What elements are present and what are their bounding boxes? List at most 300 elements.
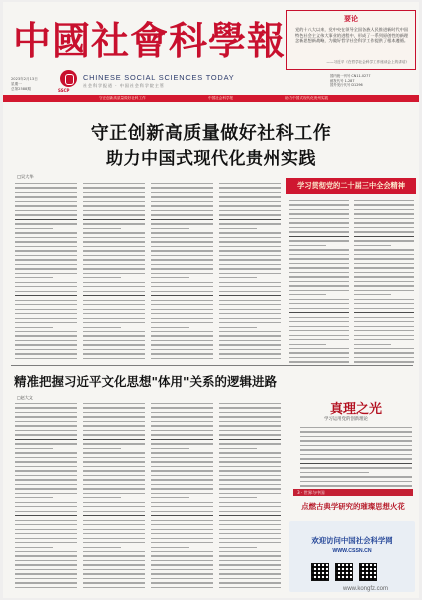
text-line: [354, 240, 414, 241]
text-line: [151, 340, 213, 341]
text-line: [15, 340, 77, 341]
text-line: [83, 416, 145, 417]
text-line: [354, 222, 414, 223]
text-line: [151, 582, 213, 583]
text-line: [289, 204, 349, 205]
article-column: [300, 427, 412, 490]
text-line: [83, 277, 121, 278]
text-line: [219, 264, 281, 265]
text-line: [219, 318, 281, 319]
text-line: [354, 200, 414, 201]
text-line: [219, 210, 281, 211]
text-line: [15, 488, 77, 489]
truth-light-title: 真理之光: [330, 402, 383, 417]
main-headline-line1: 守正创新高质量做好社科工作: [90, 123, 332, 144]
text-line: [289, 312, 349, 313]
text-line: [15, 412, 77, 413]
text-line: [151, 268, 213, 269]
text-line: [15, 551, 77, 552]
text-line: [219, 434, 281, 435]
text-line: [15, 309, 77, 310]
text-line: [83, 273, 145, 274]
text-line: [83, 183, 145, 184]
text-line: [151, 555, 213, 556]
text-line: [219, 331, 281, 332]
text-line: [83, 304, 145, 305]
text-line: [300, 449, 412, 450]
text-line: [289, 321, 349, 322]
second-headline: 精准把握习近平文化思想"体用"关系的逻辑进路: [13, 374, 278, 389]
text-line: [219, 344, 281, 345]
text-line: [83, 259, 145, 260]
text-line: [15, 259, 77, 260]
text-line: [219, 358, 281, 359]
text-line: [151, 259, 213, 260]
text-line: [151, 277, 189, 278]
english-title: CHINESE SOCIAL SCIENCES TODAY: [83, 73, 235, 82]
publication-code: 国内统一刊号 CN11-0277: [330, 74, 371, 78]
text-line: [83, 407, 145, 408]
text-line: [15, 223, 77, 224]
text-line: [219, 286, 281, 287]
text-line: [151, 448, 189, 449]
study-banner-text: 学习贯彻党的二十届三中全会精神: [297, 181, 405, 190]
text-line: [15, 564, 77, 565]
text-line: [219, 403, 281, 404]
text-line: [219, 205, 281, 206]
text-line: [300, 440, 412, 441]
text-line: [354, 335, 414, 336]
text-line: [219, 183, 281, 184]
text-line: [151, 255, 213, 256]
text-line: [219, 255, 281, 256]
website-ad[interactable]: [289, 521, 415, 592]
text-line: [83, 295, 145, 296]
text-line: [219, 582, 281, 583]
text-line: [83, 430, 145, 431]
text-line: [83, 475, 145, 476]
text-line: [83, 425, 145, 426]
text-line: [83, 434, 145, 435]
section-divider: [11, 365, 413, 366]
text-line: [151, 497, 189, 498]
text-line: [15, 493, 77, 494]
text-line: [83, 219, 145, 220]
issue-weekday: 星期一: [11, 81, 22, 86]
text-line: [15, 466, 77, 467]
text-line: [83, 291, 145, 292]
text-line: [151, 187, 213, 188]
text-line: [83, 205, 145, 206]
text-line: [289, 339, 349, 340]
quote-box-source: ——习近平《在哲学社会科学工作座谈会上的讲话》: [326, 60, 409, 64]
text-line: [219, 484, 281, 485]
text-line: [289, 290, 349, 291]
text-line: [219, 250, 281, 251]
text-line: [219, 214, 281, 215]
text-line: [219, 313, 281, 314]
text-line: [354, 294, 391, 295]
text-line: [219, 304, 281, 305]
text-line: [151, 587, 213, 588]
text-line: [15, 210, 77, 211]
text-line: [300, 485, 412, 486]
text-line: [354, 352, 414, 353]
text-line: [15, 291, 77, 292]
text-line: [219, 569, 281, 570]
text-line: [83, 196, 145, 197]
text-line: [15, 484, 77, 485]
text-line: [219, 196, 281, 197]
text-line: [289, 348, 349, 349]
text-line: [219, 268, 281, 269]
text-line: [151, 529, 213, 530]
text-line: [83, 448, 121, 449]
study-banner: [286, 178, 416, 194]
text-line: [219, 551, 281, 552]
text-line: [83, 488, 145, 489]
article-column: [83, 183, 145, 362]
text-line: [219, 187, 281, 188]
text-line: [151, 331, 213, 332]
text-line: [83, 241, 145, 242]
text-line: [219, 295, 281, 296]
text-line: [83, 327, 121, 328]
text-line: [83, 201, 145, 202]
text-line: [151, 416, 213, 417]
text-line: [83, 232, 145, 233]
text-line: [151, 205, 213, 206]
text-line: [219, 502, 281, 503]
text-line: [354, 249, 414, 250]
text-line: [83, 470, 145, 471]
text-line: [219, 542, 281, 543]
text-line: [151, 318, 213, 319]
text-line: [354, 290, 414, 291]
text-line: [151, 264, 213, 265]
text-line: [15, 237, 77, 238]
text-line: [151, 300, 213, 301]
text-line: [354, 321, 414, 322]
text-line: [83, 452, 145, 453]
text-line: [15, 542, 77, 543]
qr-code-icon: [359, 563, 377, 581]
text-line: [15, 587, 77, 588]
text-line: [151, 502, 213, 503]
text-line: [289, 213, 349, 214]
text-line: [219, 560, 281, 561]
text-line: [219, 515, 281, 516]
text-line: [289, 285, 349, 286]
text-line: [15, 353, 77, 354]
text-line: [151, 533, 213, 534]
text-line: [15, 183, 77, 184]
text-line: [289, 249, 349, 250]
text-line: [15, 313, 77, 314]
text-line: [83, 520, 145, 521]
text-line: [354, 276, 414, 277]
text-line: [289, 276, 349, 277]
overseas-code: 国外发行代号 D1296: [330, 83, 363, 88]
text-line: [354, 308, 414, 309]
text-line: [15, 282, 77, 283]
text-line: [15, 529, 77, 530]
text-line: [354, 218, 414, 219]
text-line: [15, 214, 77, 215]
text-line: [15, 470, 77, 471]
text-line: [15, 187, 77, 188]
text-line: [83, 349, 145, 350]
text-line: [151, 291, 213, 292]
text-line: [219, 533, 281, 534]
text-line: [83, 344, 145, 345]
text-line: [83, 582, 145, 583]
text-line: [289, 317, 349, 318]
article-column: [151, 183, 213, 362]
text-line: [289, 272, 349, 273]
text-line: [354, 213, 414, 214]
text-line: [300, 476, 412, 477]
text-line: [289, 361, 349, 362]
text-line: [151, 322, 213, 323]
text-line: [151, 309, 213, 310]
text-line: [83, 353, 145, 354]
ad-url[interactable]: WWW.CSSN.CN: [332, 548, 372, 554]
text-line: [354, 312, 414, 313]
text-line: [83, 511, 145, 512]
text-line: [151, 421, 213, 422]
text-line: [83, 479, 145, 480]
text-line: [83, 502, 145, 503]
text-line: [300, 454, 412, 455]
text-line: [151, 457, 213, 458]
text-line: [83, 515, 145, 516]
text-line: [83, 555, 145, 556]
text-line: [15, 286, 77, 287]
text-line: [219, 443, 281, 444]
text-line: [83, 443, 145, 444]
article-column: [219, 183, 281, 362]
quote-box-title: 要论: [344, 15, 358, 23]
text-line: [15, 452, 77, 453]
text-line: [83, 578, 145, 579]
text-line: [151, 475, 213, 476]
text-line: [15, 250, 77, 251]
text-line: [151, 295, 213, 296]
text-line: [354, 303, 414, 304]
text-line: [15, 497, 53, 498]
text-line: [219, 538, 281, 539]
text-line: [15, 273, 77, 274]
main-byline: □吴大华: [17, 174, 34, 179]
text-line: [354, 357, 414, 358]
text-line: [83, 421, 145, 422]
text-line: [83, 335, 145, 336]
text-line: [83, 564, 145, 565]
quote-box: [286, 10, 416, 70]
text-line: [15, 300, 77, 301]
text-line: [83, 309, 145, 310]
text-line: [83, 484, 145, 485]
band-item: 守正创新高质量做好社科工作: [99, 96, 146, 100]
text-line: [15, 533, 77, 534]
text-line: [219, 322, 281, 323]
section-tag: [293, 489, 413, 496]
text-line: [15, 502, 77, 503]
text-line: [289, 357, 349, 358]
band-item: 助力中国式现代化贵州实践: [285, 96, 329, 100]
text-line: [219, 547, 257, 548]
text-line: [151, 511, 213, 512]
text-line: [219, 309, 281, 310]
text-line: [151, 479, 213, 480]
text-line: [151, 246, 213, 247]
text-line: [151, 232, 213, 233]
text-line: [354, 236, 414, 237]
text-line: [289, 281, 349, 282]
text-line: [151, 286, 213, 287]
text-line: [83, 569, 145, 570]
text-line: [289, 263, 349, 264]
text-line: [354, 339, 414, 340]
text-line: [219, 291, 281, 292]
text-line: [83, 497, 121, 498]
text-line: [219, 457, 281, 458]
text-line: [219, 529, 281, 530]
text-line: [354, 204, 414, 205]
text-line: [151, 569, 213, 570]
text-line: [219, 246, 281, 247]
text-line: [151, 506, 213, 507]
text-line: [83, 587, 145, 588]
text-line: [300, 458, 412, 459]
text-line: [151, 210, 213, 211]
text-line: [219, 452, 281, 453]
text-line: [15, 430, 77, 431]
text-line: [300, 472, 369, 473]
text-line: [83, 439, 145, 440]
text-line: [219, 282, 281, 283]
text-line: [83, 228, 121, 229]
text-line: [83, 318, 145, 319]
text-line: [15, 349, 77, 350]
text-line: [289, 200, 349, 201]
text-line: [83, 255, 145, 256]
text-line: [354, 317, 414, 318]
text-line: [354, 245, 391, 246]
text-line: [289, 254, 349, 255]
text-line: [354, 326, 414, 327]
text-line: [151, 466, 213, 467]
text-line: [83, 493, 145, 494]
text-line: [15, 201, 77, 202]
text-line: [354, 344, 391, 345]
text-line: [151, 201, 213, 202]
text-line: [219, 564, 281, 565]
text-line: [289, 218, 349, 219]
text-line: [83, 223, 145, 224]
text-line: [83, 560, 145, 561]
text-line: [15, 246, 77, 247]
text-line: [219, 524, 281, 525]
text-line: [219, 439, 281, 440]
text-line: [15, 555, 77, 556]
text-line: [289, 308, 349, 309]
text-line: [83, 322, 145, 323]
text-line: [15, 443, 77, 444]
text-line: [289, 335, 349, 336]
text-line: [151, 515, 213, 516]
text-line: [83, 268, 145, 269]
text-line: [15, 524, 77, 525]
text-line: [219, 273, 281, 274]
text-line: [354, 263, 414, 264]
text-line: [219, 461, 281, 462]
text-line: [151, 461, 213, 462]
text-line: [219, 475, 281, 476]
text-line: [151, 313, 213, 314]
text-line: [83, 461, 145, 462]
text-line: [151, 358, 213, 359]
text-line: [354, 285, 414, 286]
cass-emblem-label: SSCP: [58, 88, 70, 93]
text-line: [300, 445, 412, 446]
text-line: [151, 335, 213, 336]
text-line: [151, 183, 213, 184]
text-line: [151, 237, 213, 238]
text-line: [219, 349, 281, 350]
text-line: [219, 353, 281, 354]
text-line: [83, 250, 145, 251]
text-line: [289, 344, 326, 345]
text-line: [15, 295, 77, 296]
text-line: [151, 573, 213, 574]
text-line: [289, 231, 349, 232]
text-line: [289, 294, 326, 295]
text-line: [151, 196, 213, 197]
text-line: [15, 277, 53, 278]
text-line: [151, 407, 213, 408]
qr-code-icon: [311, 563, 329, 581]
text-line: [289, 267, 349, 268]
text-line: [151, 430, 213, 431]
text-line: [83, 246, 145, 247]
text-line: [300, 427, 412, 428]
text-line: [15, 511, 77, 512]
text-line: [289, 299, 349, 300]
text-line: [15, 318, 77, 319]
text-line: [83, 506, 145, 507]
text-line: [300, 431, 412, 432]
text-line: [219, 201, 281, 202]
text-line: [219, 448, 257, 449]
text-line: [151, 327, 189, 328]
text-line: [83, 412, 145, 413]
text-line: [15, 547, 53, 548]
text-line: [151, 547, 189, 548]
text-line: [219, 587, 281, 588]
text-line: [83, 538, 145, 539]
text-line: [15, 407, 77, 408]
text-line: [300, 436, 412, 437]
text-line: [83, 466, 145, 467]
cass-emblem-icon: [60, 70, 77, 87]
section-tag-label: 3 · 世界与中国: [297, 490, 325, 495]
newspaper-logo: 中國社會科學報: [13, 18, 287, 63]
text-line: [289, 240, 349, 241]
ad-title: 欢迎访问中国社会科学网: [311, 536, 393, 545]
text-line: [289, 303, 349, 304]
